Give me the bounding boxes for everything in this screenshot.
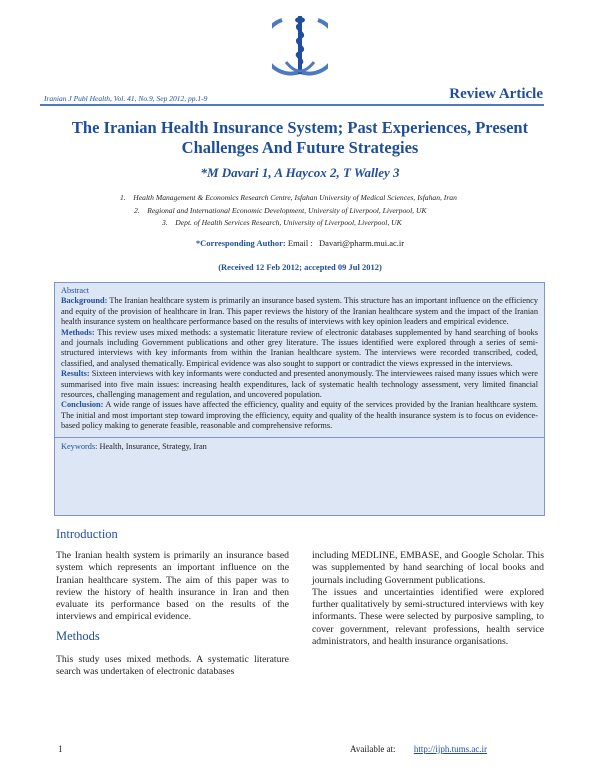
abstract-conclusion: Conclusion: A wide range of issues have affected the efficiency, quality and equity of the services provided by the Iranian healthcare system. The initial and most important step toward improving the efficiency, equity and quality of the health insurance system is to focus on evidence-based policy making to generate feasible, reasonable and comprehensive reforms. <box>61 400 538 431</box>
header-rule <box>40 104 544 106</box>
page-number: 1 <box>58 744 63 754</box>
abstract-keywords: Keywords: Health, Insurance, Strategy, Iran <box>61 441 207 451</box>
abstract-methods: Methods: This review uses mixed methods: a systematic literature review of electronic databases supplemented by hand searching of books and journals including Government publications and other grey literature. The issues identified were explored through a series of semi-structured interviews with key informants from within the Iranian healthcare system. The interviews were recorded transcribed, coded, classified, and analysed thematically. Empirical evidence was also sought to support or contradict the views expressed in the interviews. <box>61 327 538 368</box>
paper-title: The Iranian Health Insurance System; Past Experiences, Present Challenges And Future Strategies <box>71 118 529 157</box>
affiliation-1: 1. Health Management & Economics Research Centre, Isfahan University of Medical Sciences, Isfahan, Iran <box>120 193 457 202</box>
abstract-results: Results: Sixteen interviews with key informants were conducted and presented anonymously. The interviewees raised many issues which were summarised into five main issues: increasing health expenditures, lack of systematic health technology assessment, very limited financial resources, challenging management and regulation, and uncovered population. <box>61 369 538 400</box>
journal-logo <box>272 12 328 80</box>
abstract-heading: Abstract <box>61 286 90 295</box>
methods-text: This study uses mixed methods. A systematic literature search was undertaken of electronic databases <box>56 654 289 678</box>
affiliations <box>90 192 560 230</box>
corresponding-author: *Corresponding Author: Email : Davari@pharm.mui.ac.ir <box>195 238 405 248</box>
footer-availability: Available at: http://ijph.tums.ac.ir <box>350 744 488 754</box>
journal-citation: Iranian J Publ Health, Vol. 41, No.9, Sep 2012, pp.1-9 <box>44 94 208 103</box>
article-type-label: Review Article <box>449 86 543 102</box>
introduction-heading: Introduction <box>56 527 118 541</box>
introduction-text: The Iranian health system is primarily an insurance based system which represents an important influence on the Iranian healthcare system. The aim of this paper was to review the history of health insurance in Iran and then evaluate its performance based on the results of the interviews and empirical evidence. <box>56 550 289 623</box>
author-list: *M Davari 1, A Haycox 2, T Walley 3 <box>200 165 400 180</box>
abstract-box <box>54 282 545 516</box>
journal-url-link[interactable]: http://ijph.tums.ac.ir <box>413 744 488 754</box>
right-paragraph-2: The issues and uncertainties identified were explored further qualitatively by semi-structured interviews with key informants. These were selected by purposive sampling, to cover government, relevant professions, health service administrators, and health insurance organisations. <box>312 586 544 648</box>
affiliation-2: 2. Regional and International Economic Development, University of Liverpool, Liverpool, UK <box>134 205 427 215</box>
email-link[interactable]: Davari@pharm.mui.ac.ir <box>319 238 405 248</box>
right-column-text <box>312 550 544 648</box>
keywords-divider <box>55 437 544 438</box>
methods-heading: Methods <box>56 629 100 643</box>
affiliation-3: 3. Dept. of Health Services Research, University of Liverpool, Liverpool, UK <box>162 218 402 227</box>
right-paragraph-1: including MEDLINE, EMBASE, and Google Scholar. This was supplemented by hand searching of local books and journals including Government publications. <box>312 550 544 586</box>
abstract-background: Background: The Iranian healthcare system is primarily an insurance based system. This structure has an important influence on the efficiency and equity of the provision of healthcare in Iran. This paper reviews the history of the Iranian healthcare system and the impact of the Iranian health insurance system on healthcare performance based on the results of interviews with key opinion leaders and empirical evidence. <box>61 296 538 327</box>
received-dates: (Received 12 Feb 2012; accepted 09 Jul 2012) <box>218 262 382 272</box>
